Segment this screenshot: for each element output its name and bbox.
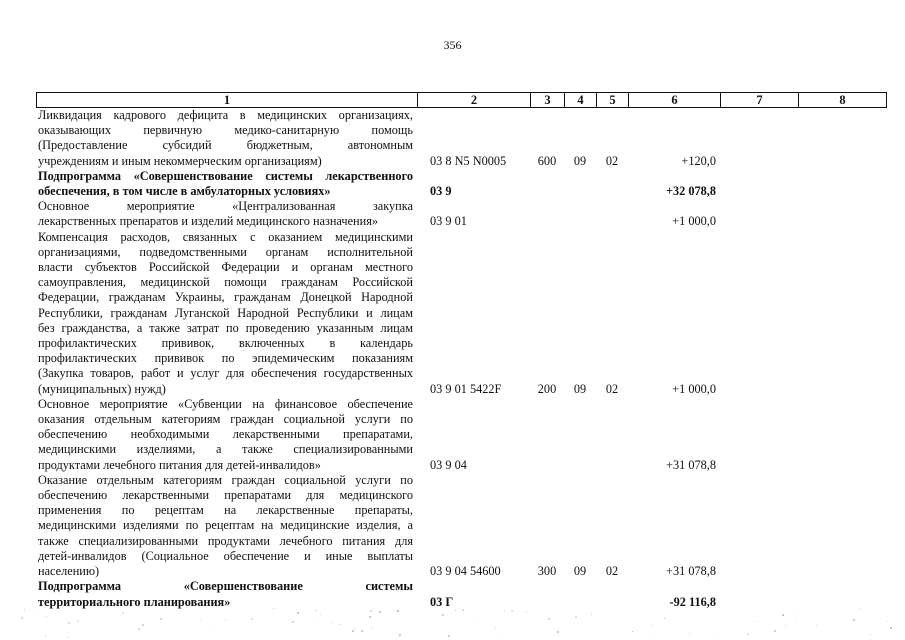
description-line: также специализированными продуктами лечебного питания для (38, 533, 413, 548)
table-row (36, 108, 886, 169)
scan-speck (373, 608, 374, 609)
scan-speck (853, 619, 855, 621)
description-line: территориального планирования» (38, 594, 231, 609)
column-header-8: 8 (799, 93, 887, 108)
column-header-6: 6 (629, 93, 721, 108)
scan-speck (332, 622, 333, 623)
table-row (36, 169, 886, 199)
scan-speck (713, 634, 714, 635)
scan-speck (33, 610, 34, 611)
scan-speck (46, 616, 47, 617)
row-col5: 02 (605, 153, 619, 168)
row-code: 03 Г (430, 594, 454, 609)
scan-speck (747, 633, 749, 635)
scan-speck (774, 630, 776, 632)
table-body (36, 108, 886, 610)
description-line: организациями, подведомственными органам исполнительной (38, 244, 413, 259)
row-description (36, 473, 417, 579)
scan-speck (370, 610, 372, 612)
row-col8 (798, 199, 886, 229)
table-row (36, 199, 886, 229)
scan-speck (320, 614, 321, 615)
table-row (36, 397, 886, 473)
scan-speck (632, 631, 633, 632)
scan-speck (297, 612, 299, 614)
scan-speck (354, 628, 355, 629)
column-header-1: 1 (37, 93, 418, 108)
scan-speck (24, 609, 25, 610)
scan-speck (754, 621, 755, 622)
row-code: 03 9 04 (430, 457, 467, 472)
scan-speck (292, 621, 294, 623)
row-amount: +1 000,0 (672, 214, 716, 229)
description-line: населению) (38, 564, 100, 579)
scan-speck (689, 633, 690, 634)
row-col8 (798, 108, 886, 169)
scan-speck (352, 630, 354, 632)
scan-speck (792, 610, 793, 611)
row-col3 (530, 169, 564, 199)
row-col5: 02 (605, 381, 619, 396)
scan-speck (371, 628, 372, 629)
column-header-7: 7 (721, 93, 799, 108)
description-line: Федерации, гражданам Украины, гражданам Донецкой Народной (38, 290, 413, 305)
row-col5 (596, 169, 628, 199)
column-header-2: 2 (418, 93, 531, 108)
scan-speck (45, 636, 46, 637)
row-col5 (596, 397, 628, 473)
scan-speck (795, 622, 796, 623)
description-line: учреждениям и иным некоммерческим организациям) (38, 153, 322, 168)
description-line: Ликвидация кадрового дефицита в медицинских организациях, (38, 108, 413, 122)
row-col7 (720, 473, 798, 579)
scan-speck (448, 635, 450, 637)
scan-speck (122, 612, 124, 614)
scan-speck (200, 619, 201, 620)
description-line: Основное мероприятие «Централизованная закупка (38, 199, 413, 214)
row-code: 03 9 (430, 184, 452, 199)
description-line: продуктами лечебного питания для детей-инвалидов» (38, 457, 321, 472)
description-line: Оказание отдельным категориям граждан социальной услуги по (38, 472, 413, 487)
scan-speck (67, 637, 68, 638)
column-header-row (36, 92, 887, 108)
scan-speck (870, 634, 871, 635)
scan-speck (339, 624, 340, 625)
table-row (36, 473, 886, 579)
scan-speck (455, 610, 456, 611)
scan-speck (315, 610, 316, 611)
row-col3 (530, 397, 564, 473)
column-header-3: 3 (531, 93, 565, 108)
scan-speck (160, 618, 162, 620)
description-line: Республики, гражданам Луганской Народной Республики и лицам (38, 305, 413, 320)
row-col4: 09 (573, 564, 587, 579)
scan-speck (442, 614, 444, 616)
row-col7 (720, 108, 798, 169)
row-col8 (798, 169, 886, 199)
row-description (36, 169, 417, 199)
row-col4 (564, 169, 596, 199)
description-line: медицинскими изделиями, а также специализированными (38, 442, 413, 457)
description-line: лекарственных препаратов и изделий медицинского назначения» (38, 214, 378, 229)
row-col5 (596, 199, 628, 229)
description-line: детей-инвалидов (Социальное обеспечение и иные выплаты (38, 548, 413, 563)
row-description (36, 230, 417, 397)
row-code: 03 9 04 54600 (430, 564, 501, 579)
scan-speck (213, 630, 214, 631)
column-header-4: 4 (565, 93, 597, 108)
scan-speck (504, 611, 505, 612)
scan-speck (462, 609, 464, 611)
row-amount: +31 078,8 (666, 564, 716, 579)
description-line: (Предоставление субсидий бюджетным, автономным (38, 138, 413, 153)
description-line: оказывающих первичную медико-санитарную помощь (38, 123, 413, 138)
page-number: 356 (443, 38, 462, 52)
row-col3: 600 (537, 153, 557, 168)
row-col4 (564, 397, 596, 473)
scan-speck (526, 611, 527, 612)
table-row (36, 230, 886, 397)
description-line: медицинскими изделиями по рецептам на медицинские изделия, а (38, 518, 413, 533)
row-col4: 09 (573, 153, 587, 168)
row-description (36, 108, 417, 169)
scan-speck (369, 616, 371, 618)
description-line: обеспечения, в том числе в амбулаторных условиях» (38, 184, 331, 199)
row-col3: 200 (537, 381, 557, 396)
scan-speck (495, 628, 496, 629)
row-amount: +1 000,0 (672, 381, 716, 396)
scan-speck (379, 611, 381, 613)
row-col7 (720, 199, 798, 229)
description-line: Подпрограмма «Совершенствование системы лекарственного (38, 168, 413, 183)
scan-speck (138, 628, 140, 630)
scan-speck (273, 608, 274, 609)
scan-speck (225, 620, 226, 621)
row-amount: +32 078,8 (665, 184, 716, 199)
scan-speck (21, 617, 23, 619)
scan-speck (890, 627, 892, 629)
row-col4 (564, 199, 596, 229)
scan-speck (591, 614, 592, 615)
scan-speck (782, 614, 784, 616)
row-code: 03 9 01 (430, 214, 467, 229)
row-code: 03 8 N5 N0005 (430, 153, 507, 168)
scan-speck (361, 630, 363, 632)
scan-speck (201, 621, 202, 622)
row-col3: 300 (537, 564, 557, 579)
scan-speck (816, 625, 817, 626)
description-line: применения по рецептам на лекарственные препараты, (38, 503, 413, 518)
row-col3 (530, 199, 564, 229)
budget-table (36, 92, 886, 610)
row-col8 (798, 397, 886, 473)
scan-speck (498, 635, 499, 636)
scan-noise (0, 600, 905, 640)
scan-speck (651, 625, 652, 626)
description-line: профилактических прививок по эпидемическим показаниям (38, 351, 413, 366)
scan-speck (655, 633, 656, 634)
scan-speck (317, 617, 318, 618)
scan-speck (474, 617, 475, 618)
column-header-5: 5 (597, 93, 629, 108)
scan-speck (575, 616, 577, 618)
description-line: (муниципальных) нужд) (38, 381, 166, 396)
scan-speck (251, 618, 253, 620)
scan-speck (548, 618, 550, 620)
scan-speck (399, 636, 400, 637)
scan-speck (887, 621, 888, 622)
row-amount: +31 078,8 (666, 457, 716, 472)
scan-speck (399, 634, 401, 636)
scan-speck (77, 620, 79, 622)
row-description (36, 397, 417, 473)
row-col7 (720, 397, 798, 473)
description-line: Подпрограмма «Совершенствование системы (38, 579, 413, 594)
description-line: Основное мероприятие «Субвенции на финансовое обеспечение (38, 396, 413, 411)
row-code: 03 9 01 5422F (430, 381, 502, 396)
description-line: власти субъектов Российской Федерации и органам местного (38, 260, 413, 275)
row-col8 (798, 230, 886, 397)
row-col5: 02 (605, 564, 619, 579)
scan-speck (860, 608, 861, 609)
row-col7 (720, 169, 798, 199)
scan-speck (557, 631, 559, 633)
row-amount: -92 116,8 (669, 594, 716, 609)
description-line: обеспечению лекарственными препаратами для медицинского (38, 488, 413, 503)
scan-speck (397, 610, 399, 612)
description-line: профилактических прививок, включенных в календарь (38, 336, 413, 351)
row-col8 (798, 473, 886, 579)
description-line: без гражданства, а также затрат по проведению указанным лицам (38, 320, 413, 335)
scan-speck (511, 610, 513, 612)
scan-speck (785, 625, 786, 626)
description-line: самоуправления, медицинской помощи гражданам Российской (38, 275, 413, 290)
row-col7 (720, 230, 798, 397)
description-line: Компенсация расходов, связанных с оказанием медицинскими (38, 229, 413, 244)
description-line: оказания отдельным категориям граждан социальной услуги по (38, 412, 413, 427)
scan-speck (142, 624, 144, 626)
row-amount: +120,0 (681, 153, 716, 168)
scan-speck (68, 622, 70, 624)
row-col4: 09 (573, 381, 587, 396)
row-description (36, 199, 417, 229)
scan-speck (664, 618, 665, 619)
description-line: обеспечению необходимыми лекарственными препаратами, (38, 427, 413, 442)
description-line: (Закупка товаров, работ и услуг для обеспечения государственных (38, 366, 413, 381)
